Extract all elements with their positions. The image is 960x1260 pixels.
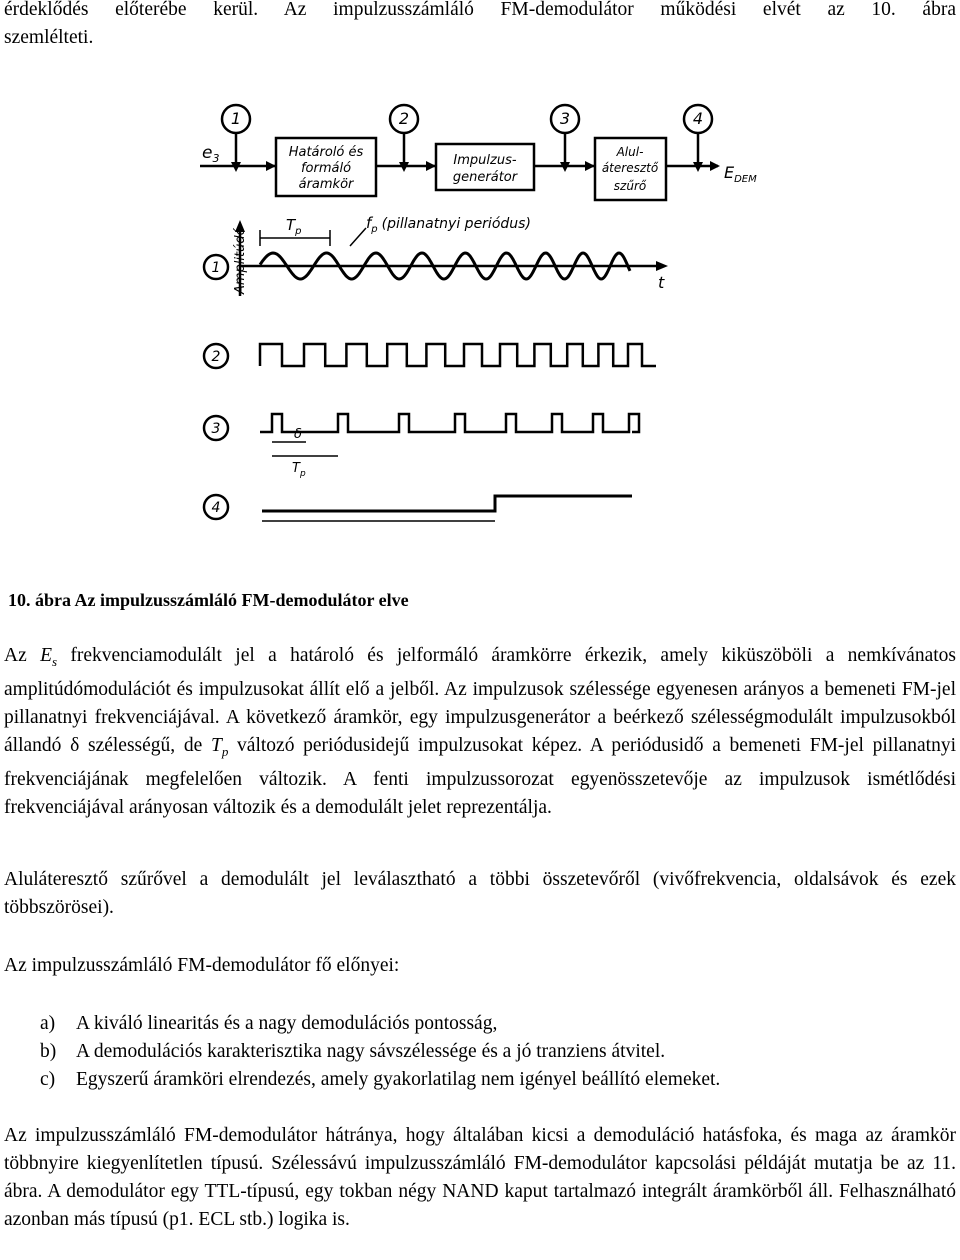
intro-paragraph bbox=[4, 0, 956, 52]
paragraph-4: Az impulzusszámláló FM-demodulátor hátránya, hogy általában kicsi a demoduláció hatásfoka, és maga az áramkör többnyire kiegyenlítetlen típusú. Szélessávú impulzusszámláló FM-demodulátor kapcsolási példáját mutatja be az 11. ábra. A demodulátor egy TTL-típusú, egy tokban négy NAND kaput tartalmazó integrált áramkörből áll. Felhasználható azonban más típusú (p1. ECL stb.) logika is. bbox=[4, 1125, 956, 1230]
wave-marker-label-3: 3 bbox=[211, 421, 221, 437]
list-marker: b) bbox=[40, 1041, 57, 1062]
list-text: A kiváló linearitás és a nagy demodulációs pontosság, bbox=[76, 1013, 498, 1034]
wave-marker-label-1: 1 bbox=[211, 260, 221, 276]
block-filter-line-1: Alul- bbox=[616, 145, 644, 159]
intro-line-2: szemlélteti. bbox=[4, 27, 94, 48]
figure-caption: 10. ábra Az impulzusszámláló FM-demodulátor elve bbox=[8, 590, 409, 610]
marker-label-1: 1 bbox=[230, 109, 242, 128]
tp-label: $T_p$ bbox=[286, 216, 302, 237]
paragraph-2: Aluláteresztő szűrővel a demodulált jel leválasztható a többi összetevőről (vivőfrekvencia, oldalsávok és ezek többszörösei). bbox=[4, 869, 956, 918]
block-limiter-line-2: formáló bbox=[300, 161, 352, 176]
marker-label-2: 2 bbox=[398, 109, 410, 128]
block-generator-line-1: Impulzus- bbox=[453, 153, 517, 168]
list-item bbox=[40, 1066, 940, 1094]
pulse-train-waveform bbox=[260, 414, 639, 432]
block-limiter-line-3: áramkör bbox=[298, 177, 354, 192]
block-filter-line-3: szűrő bbox=[613, 179, 647, 193]
block-generator-line-2: generátor bbox=[452, 170, 518, 185]
input-label: $e_3$ bbox=[202, 143, 220, 165]
list-item bbox=[40, 1010, 940, 1038]
block-filter-line-2: áteresztő bbox=[601, 161, 659, 175]
paragraph-3: Az impulzusszámláló FM-demodulátor fő előnyei: bbox=[4, 955, 400, 976]
list-item bbox=[40, 1038, 940, 1066]
wave-marker-label-2: 2 bbox=[211, 349, 221, 365]
list-marker: c) bbox=[40, 1069, 56, 1090]
time-axis-label: t bbox=[658, 273, 665, 292]
paragraph-1: Az $E_s$ frekvenciamodulált jel a határoló és jelformáló áramkörre érkezik, amely kiküszöböli a nemkívánatos amplitúdómodulációt és impulzusokat állít elő a jelből. Az impulzusok szélessége egyenesen arányos a bemeneti FM-jel pillanatnyi frekvenciájával. A következő áramkör, egy impulzusgenerátor a beérkező szélességmodulált impulzusokból állandó δ szélességű, de $T_p$ változó periódusidejű impulzusokat képez. A periódusidő a bemeneti FM-jel pillanatnyi frekvenciájának megfelelően változik. A fenti impulzussorozat egyenösszetevője az impulzusok ismétlődési frekvenciájával arányosan változik és a demodulált jelet reprezentálja. bbox=[4, 645, 956, 818]
intro-line-1: érdeklődés előterébe kerül. Az impulzusszámláló FM-demodulátor működési elvét az 10. ábra bbox=[4, 0, 956, 20]
fp-label: $f_p$ (pillanatnyi periódus) bbox=[366, 214, 531, 235]
list-marker: a) bbox=[40, 1013, 56, 1034]
figure-10-diagram bbox=[190, 86, 830, 556]
amplitude-label: Amplitúdó bbox=[233, 227, 248, 294]
list-text: A demodulációs karakterisztika nagy sávszélessége és a jó tranziens átvitel. bbox=[76, 1041, 666, 1062]
block-limiter-line-1: Határoló és bbox=[288, 145, 364, 160]
advantages-list bbox=[40, 1010, 940, 1094]
wave-marker-label-4: 4 bbox=[211, 500, 221, 516]
limited-square-waveform bbox=[260, 344, 656, 366]
demodulated-output-waveform bbox=[262, 496, 632, 511]
delta-label: δ bbox=[294, 427, 302, 442]
fm-demodulator-diagram bbox=[190, 86, 830, 556]
list-text: Egyszerű áramköri elrendezés, amely gyakorlatilag nem igényel beállító elemeket. bbox=[76, 1069, 721, 1090]
tp-label-lower: $T_p$ bbox=[292, 461, 306, 479]
marker-label-3: 3 bbox=[559, 109, 571, 128]
output-label: $E_{DEM}$ bbox=[724, 163, 757, 185]
marker-label-4: 4 bbox=[692, 109, 704, 128]
